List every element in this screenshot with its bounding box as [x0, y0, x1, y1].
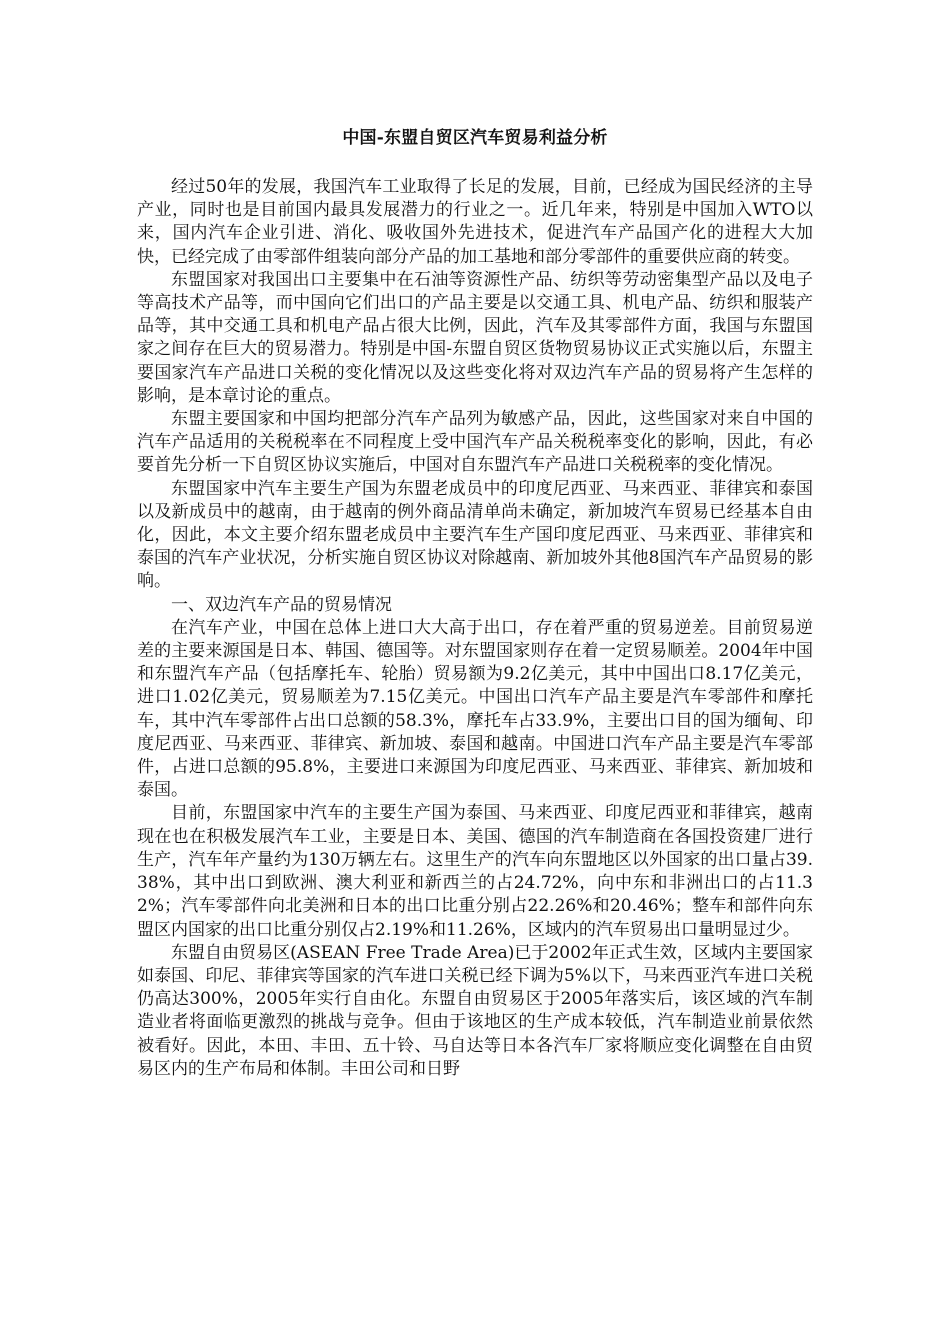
- document-title: 中国-东盟自贸区汽车贸易利益分析: [342, 128, 608, 148]
- paragraph-asean-trade: 东盟国家对我国出口主要集中在石油等资源性产品、纺织等劳动密集型产品以及电子等高技术产品等，而中国向它们出口的产品主要是以交通工具、机电产品、纺织和服装产品等，其中交通工具和机电产品占很大比例，因此，汽车及其零部件方面，我国与东盟国家之间存在巨大的贸易潜力。特别是中国-东盟自贸区货物贸易协议正式实施以后，东盟主要国家汽车产品进口关税的变化情况以及这些变化将对双边汽车产品的贸易将产生怎样的影响，是本章讨论的重点。: [137, 269, 813, 406]
- paragraph-production: 目前，东盟国家中汽车的主要生产国为泰国、马来西亚、印度尼西亚和菲律宾，越南现在也在积极发展汽车工业，主要是日本、美国、德国的汽车制造商在各国投资建厂进行生产，汽车年产量约为130万辆左右。这里生产的汽车向东盟地区以外国家的出口量占39.38%，其中出口到欧洲、澳大利亚和新西兰的占24.72%，向中东和非洲出口的占11.32%；汽车零部件向北美洲和日本的出口比重分别占22.26%和20.46%；整车和部件向东盟区内国家的出口比重分别仅占2.19%和11.26%，区域内的汽车贸易出口量明显过少。: [137, 803, 813, 940]
- paragraph-sensitive-products: 东盟主要国家和中国均把部分汽车产品列为敏感产品，因此，这些国家对来自中国的汽车产品适用的关税税率在不同程度上受中国汽车产品关税税率变化的影响，因此，有必要首先分析一下自贸区协议实施后，中国对自东盟汽车产品进口关税税率的变化情况。: [137, 409, 813, 476]
- paragraph-intro: 经过50年的发展，我国汽车工业取得了长足的发展，目前，已经成为国民经济的主导产业，同时也是目前国内最具发展潜力的行业之一。近几年来，特别是中国加入WTO以来，国内汽车企业引进、消化、吸收国外先进技术，促进汽车产品国产化的进程大大加快，已经完成了由零部件组装向部分产品的加工基地和部分零部件的重要供应商的转变。: [137, 177, 813, 267]
- document-body: [137, 176, 813, 1081]
- section-heading: 一、双边汽车产品的贸易情况: [171, 594, 392, 615]
- paragraph-afta: 东盟自由贸易区(ASEAN Free Trade Area)已于2002年正式生效，区域内主要国家如泰国、印尼、菲律宾等国家的汽车进口关税已经下调为5%以下，马来西亚汽车进口关税仍高达300%，2005年实行自由化。东盟自由贸易区于2005年落实后，该区域的汽车制造业者将面临更激烈的挑战与竞争。但由于该地区的生产成本较低，汽车制造业前景依然被看好。因此，本田、丰田、五十铃、马自达等日本各汽车厂家将顺应变化调整在自由贸易区内的生产布局和体制。丰田公司和日野: [137, 942, 813, 1079]
- paragraph-producer-countries: 东盟国家中汽车主要生产国为东盟老成员中的印度尼西亚、马来西亚、菲律宾和泰国以及新成员中的越南，由于越南的例外商品清单尚未确定，新加坡汽车贸易已经基本自由化，因此，本文主要介绍东盟老成员中主要汽车生产国印度尼西亚、马来西亚、菲律宾和泰国的汽车产业状况，分析实施自贸区协议对除越南、新加坡外其他8国汽车产品贸易的影响。: [137, 478, 813, 592]
- paragraph-trade-balance: 在汽车产业，中国在总体上进口大大高于出口，存在着严重的贸易逆差。目前贸易逆差的主要来源国是日本、韩国、德国等。对东盟国家则存在着一定贸易顺差。2004年中国和东盟汽车产品（包括摩托车、轮胎）贸易额为9.2亿美元，其中中国出口8.17亿美元，进口1.02亿美元，贸易顺差为7.15亿美元。中国出口汽车产品主要是汽车零部件和摩托车，其中汽车零部件占出口总额的58.3%，摩托车占33.9%，主要出口目的国为缅甸、印度尼西亚、马来西亚、菲律宾、新加坡、泰国和越南。中国进口汽车产品主要是汽车零部件，占进口总额的95.8%，主要进口来源国为印度尼西亚、马来西亚、菲律宾、新加坡和泰国。: [137, 617, 813, 801]
